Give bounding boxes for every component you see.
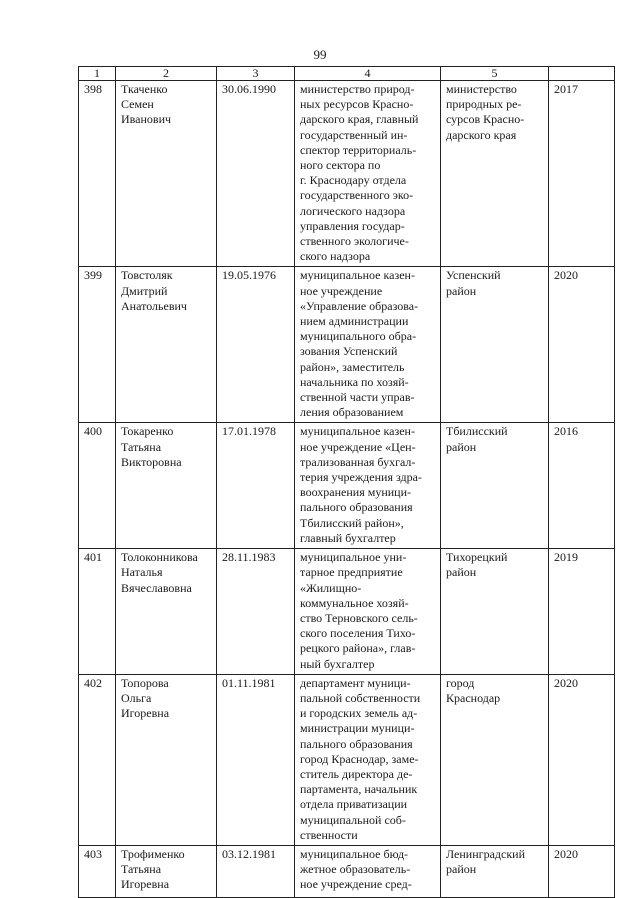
location: Тихорецкий район: [441, 549, 549, 675]
full-name: Топорова Ольга Игоревна: [116, 674, 217, 845]
location: министерство природных ре- сурсов Красно- дарского края: [441, 81, 549, 267]
year: 2020: [549, 674, 615, 845]
column-number-row: [79, 67, 615, 81]
column-number: 2: [116, 67, 217, 81]
position-description: департамент муници- пальной собственности и городских земель ад- министрации муници- пального образования город Краснодар, заме- ститель директора де- партамента, начальник отдела приватизации муниципальной соб- ственности: [295, 674, 441, 845]
table-row: [79, 267, 615, 423]
table-row: [79, 81, 615, 267]
full-name: Товстоляк Дмитрий Анатольевич: [116, 267, 217, 423]
row-number: 398: [79, 81, 116, 267]
birth-date: 28.11.1983: [217, 549, 295, 675]
registry-table: [78, 66, 615, 898]
full-name: Ткаченко Семен Иванович: [116, 81, 217, 267]
table-row: [79, 674, 615, 845]
location: Тбилисский район: [441, 423, 549, 549]
position-description: муниципальное уни- тарное предприятие «Жилищно- коммунальное хозяй- ство Терновского сель- ского поселения Тихо- рецкого района», глав- ный бухгалтер: [295, 549, 441, 675]
location: Ленинградский район: [441, 845, 549, 897]
position-description: муниципальное казен- ное учреждение «Управление образова- нием администрации муниципального обра- зования Успенский район», заместитель начальника по хозяй- ственной части управ- ления образованием: [295, 267, 441, 423]
year: 2020: [549, 845, 615, 897]
row-number: 401: [79, 549, 116, 675]
location: Успенский район: [441, 267, 549, 423]
column-number: 5: [441, 67, 549, 81]
column-number: 4: [295, 67, 441, 81]
table-row: [79, 423, 615, 549]
position-description: муниципальное казен- ное учреждение «Цен- трализованная бухгал- терия учреждения здра- воохранения муници- пального образования Тбилисский район», главный бухгалтер: [295, 423, 441, 549]
birth-date: 30.06.1990: [217, 81, 295, 267]
year: 2020: [549, 267, 615, 423]
year: 2016: [549, 423, 615, 549]
row-number: 400: [79, 423, 116, 549]
birth-date: 03.12.1981: [217, 845, 295, 897]
column-number: 1: [79, 67, 116, 81]
full-name: Толоконникова Наталья Вячеславовна: [116, 549, 217, 675]
birth-date: 17.01.1978: [217, 423, 295, 549]
row-number: 399: [79, 267, 116, 423]
row-number: 402: [79, 674, 116, 845]
column-number: 3: [217, 67, 295, 81]
page-number: 99: [313, 47, 327, 62]
full-name: Трофименко Татьяна Игоревна: [116, 845, 217, 897]
birth-date: 19.05.1976: [217, 267, 295, 423]
column-number: [549, 67, 615, 81]
year: 2017: [549, 81, 615, 267]
location: город Краснодар: [441, 674, 549, 845]
full-name: Токаренко Татьяна Викторовна: [116, 423, 217, 549]
row-number: 403: [79, 845, 116, 897]
position-description: министерство природ- ных ресурсов Красно- дарского края, главный государственный ин- спектор территориаль- ного сектора по г. Краснодару отдела государственного эко- логического надзора управления государ- ственного экологиче- ского надзора: [295, 81, 441, 267]
table-row: [79, 845, 615, 897]
birth-date: 01.11.1981: [217, 674, 295, 845]
year: 2019: [549, 549, 615, 675]
table-row: [79, 549, 615, 675]
position-description: муниципальное бюд- жетное образователь- ное учреждение сред-: [295, 845, 441, 897]
